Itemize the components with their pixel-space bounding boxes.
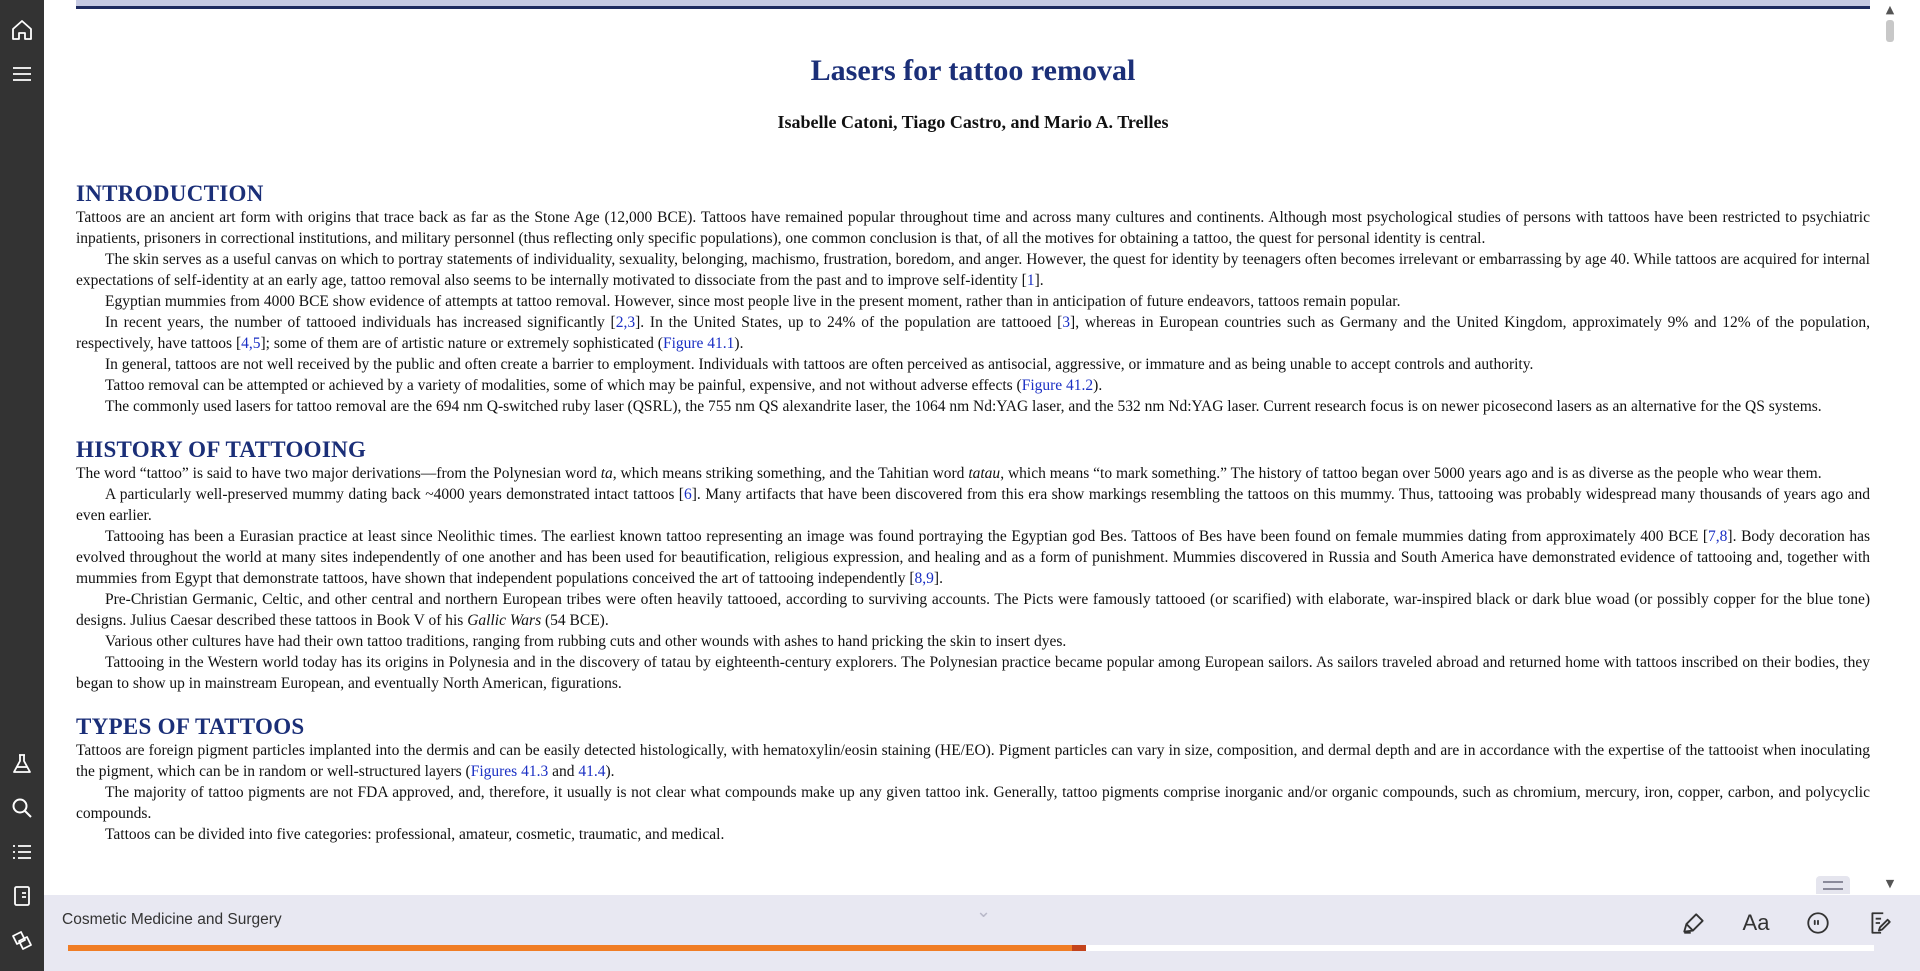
section-heading-history: HISTORY OF TATTOOING <box>76 437 367 462</box>
citation-link[interactable]: 3 <box>1062 314 1071 331</box>
paragraph: Various other cultures have had their own tattoo traditions, ranging from rubbing cuts and other wounds with ashes to hand pricking the skin to insert dyes. <box>105 633 1067 650</box>
menu-button[interactable] <box>0 54 44 94</box>
home-button[interactable] <box>0 10 44 50</box>
search-button[interactable] <box>0 788 44 828</box>
article-title: Lasers for tattoo removal <box>810 54 1136 87</box>
paragraph: The majority of tattoo pigments are not FDA approved, and, therefore, it usually is not clear what compounds make up any given tattoo ink. Generally, tattoo pigments comprise inorganic and/or organic compounds, such as chromium, mercury, iron, copper, carbon, and polycyclic compounds. <box>76 784 1870 822</box>
citation-link[interactable]: 6 <box>683 486 692 503</box>
reading-progress-marker[interactable] <box>1072 945 1086 951</box>
paragraph: Tattoos are foreign pigment particles implanted into the dermis and can be easily detected histologically, with hematoxylin/eosin staining (HE/EO). Pigment particles can vary in size, composition, and dermal depth and are in accordance with the expertise of the tattooist when inoculating the pigment, which can be in random or well-structured layers (Figures 41.3 and 41.4). <box>76 742 1870 780</box>
paragraph: Tattoos can be divided into five categories: professional, amateur, cosmetic, traumatic, and medical. <box>105 826 725 843</box>
bottom-toolbar <box>44 895 1920 971</box>
citation-link[interactable]: 4,5 <box>241 335 261 352</box>
paragraph: Tattooing has been a Eurasian practice at least since Neolithic times. The earliest known tattoo representing an image was found portraying the Egyptian god Bes. Tattoos of Bes have been found on female mummies dating from approximately 400 BCE [7,8]. Body decoration has evolved throughout the world at many sites independently of one another and has been used for beautification, religious expression, and healing and as a form of punishment. Mummies discovered in Russia and South America have demonstrated evidence of tattooing and, together with mummies from Egypt that demonstrate tattoos, have shown that independent populations conceived the art of tattooing independently [8,9]. <box>76 528 1870 587</box>
paragraph: Egyptian mummies from 4000 BCE show evidence of attempts at tattoo removal. However, since most people live in the present moment, rather than in anticipation of future endeavors, tattoos remain popular. <box>105 293 1401 310</box>
section-heading-introduction: INTRODUCTION <box>76 181 264 206</box>
highlighter-icon <box>1681 910 1707 936</box>
paragraph: A particularly well-preserved mummy dating back ~4000 years demonstrated intact tattoos [6]. Many artifacts that have been discovered from this era show markings resembling the tattoos on this mummy. Thus, tattooing was probably widespread many thousands of years ago and even earlier. <box>76 486 1870 524</box>
scroll-down-arrow-icon[interactable]: ▼ <box>1885 877 1895 890</box>
notes-icon <box>1867 910 1893 936</box>
font-size-label: Aa <box>1742 910 1770 935</box>
contents-icon <box>10 840 34 864</box>
paragraph: The commonly used lasers for tattoo removal are the 694 nm Q-switched ruby laser (QSRL), the 755 nm QS alexandrite laser, the 1064 nm Nd:YAG laser, and the 532 nm Nd:YAG laser. Current research focus is on newer picosecond lasers as an alternative for the QS systems. <box>105 398 1822 415</box>
paragraph: Tattoo removal can be attempted or achieved by a variety of modalities, some of which may be painful, expensive, and not without adverse effects (Figure 41.2). <box>105 377 1103 394</box>
scrollbar-thumb[interactable] <box>1886 20 1894 42</box>
figure-link[interactable]: Figure 41.1 <box>662 335 735 352</box>
header-rule <box>76 0 1870 9</box>
labs-button[interactable] <box>0 744 44 784</box>
figure-link[interactable]: Figure 41.2 <box>1021 377 1094 394</box>
bookmark-icon <box>10 884 34 908</box>
paragraph: In recent years, the number of tattooed individuals has increased significantly [2,3]. In the United States, up to 24% of the population are tattooed [3], whereas in European countries such as Germany and the United Kingdom, approximately 9% and 12% of the population, respectively, have tattoos [4,5]; some of them are of artistic nature or extremely sophisticated (Figure 41.1). <box>76 314 1870 352</box>
scroll-up-arrow-icon[interactable]: ▲ <box>1885 3 1895 16</box>
paragraph: The skin serves as a useful canvas on which to portray statements of individuality, sexuality, belonging, machismo, frustration, boredom, and anger. However, the quest for identity by teenagers often becomes irrelevant or embarrassing by age 40. While tattoos are acquired for internal expectations of self-identity at an early age, tattoo removal also seems to be internally motivated to dissociate from the past and to improve self-identity [1]. <box>76 251 1870 289</box>
paragraph: Tattoos are an ancient art form with origins that trace back as far as the Stone Age (12,000 BCE). Tattoos have remained popular throughout time and across many cultures and continents. Although most psychological studies of persons with tattoos have been restricted to psychiatric inpatients, prisoners in correctional institutions, and military personnel (thus reflecting only specific populations), one common conclusion is that, of all the motives for obtaining a tattoo, the quest for personal identity is central. <box>76 209 1870 247</box>
vertical-scrollbar[interactable] <box>1880 0 1900 895</box>
citation-link[interactable]: 8,9 <box>914 570 934 587</box>
library-button[interactable] <box>0 920 44 960</box>
citation-link[interactable]: 7,8 <box>1708 528 1728 545</box>
left-sidebar <box>0 0 44 971</box>
paragraph: Tattooing in the Western world today has its origins in Polynesia and in the discovery of tatau by eighteenth-century explorers. The Polynesian practice became popular among European sailors. As sailors traveled abroad and returned home with tattoos inscribed on their bodies, they began to show up in mainstream European, and eventually North American, figurations. <box>76 654 1870 692</box>
paragraph: Pre-Christian Germanic, Celtic, and other central and northern European tribes were often heavily tattooed, according to surviving accounts. The Picts were famously tattooed (or scarified) with elaborate, war-inspired black or dark blue woad (or possibly copper for the blue tone) designs. Julius Caesar described these tattoos in Book V of his Gallic Wars (54 BCE). <box>76 591 1870 629</box>
notes-button[interactable] <box>1860 903 1900 943</box>
library-icon <box>10 928 34 952</box>
figure-link[interactable]: 41.4 <box>578 763 606 780</box>
reader-content[interactable] <box>44 0 1900 895</box>
highlight-button[interactable] <box>1674 903 1714 943</box>
bookmark-button[interactable] <box>0 876 44 916</box>
contents-button[interactable] <box>0 832 44 872</box>
font-settings-button[interactable] <box>1736 903 1776 943</box>
article <box>76 0 1870 845</box>
book-title: Cosmetic Medicine and Surgery <box>62 911 282 928</box>
reading-progress-bar[interactable] <box>68 945 1874 951</box>
article-authors: Isabelle Catoni, Tiago Castro, and Mario A. Trelles <box>777 112 1169 132</box>
home-icon <box>10 18 34 42</box>
citation-link[interactable]: 1 <box>1026 272 1035 289</box>
quote-button[interactable] <box>1798 903 1838 943</box>
menu-icon <box>10 62 34 86</box>
section-heading-types: TYPES OF TATTOOS <box>76 714 305 739</box>
paragraph: The word “tattoo” is said to have two major derivations—from the Polynesian word ta, which means striking something, and the Tahitian word tatau, which means “to mark something.” The history of tattoo began over 5000 years ago and is as diverse as the people who wear them. <box>76 465 1822 482</box>
search-icon <box>10 796 34 820</box>
paragraph: In general, tattoos are not well received by the public and often create a barrier to employment. Individuals with tattoos are often perceived as antisocial, aggressive, or immature and as being unable to accept controls and authority. <box>105 356 1534 373</box>
figure-link[interactable]: Figures 41.3 <box>470 763 549 780</box>
panel-drag-handle[interactable] <box>1816 876 1850 894</box>
flask-icon <box>10 752 34 776</box>
reading-progress-fill <box>68 945 1086 951</box>
citation-link[interactable]: 2,3 <box>615 314 636 331</box>
quote-icon <box>1805 910 1831 936</box>
chevron-down-icon[interactable]: ⌄ <box>976 901 992 922</box>
